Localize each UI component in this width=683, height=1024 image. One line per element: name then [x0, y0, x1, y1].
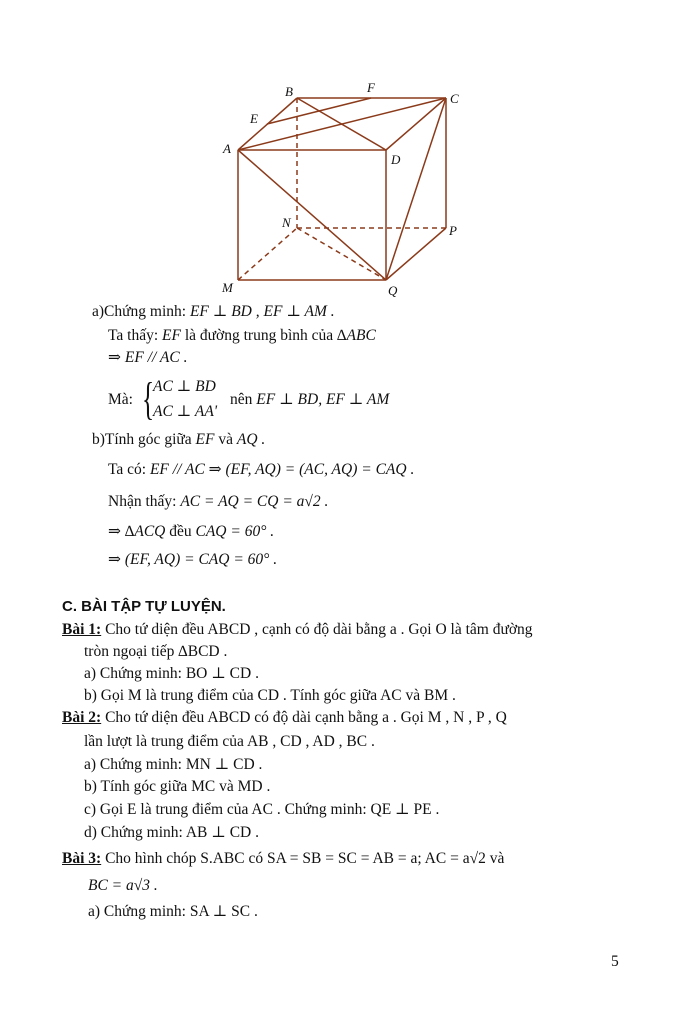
math: ⇒ ∆ACQ — [108, 523, 166, 540]
system-brace: { — [142, 373, 155, 424]
text: Cho tứ diện đều ABCD có độ dài cạnh bằng a . Gọi M , N , P , Q — [105, 709, 507, 726]
part-b-label: b)Tính góc giữa — [92, 431, 192, 448]
part-b-line — [92, 430, 265, 450]
vertex-label-N: N — [282, 215, 291, 230]
segment-CQ — [386, 98, 446, 280]
bai1-line-2: tròn ngoại tiếp ∆BCD . — [84, 643, 228, 660]
bai2-part-d: d) Chứng minh: AB ⊥ CD . — [84, 824, 259, 841]
vertex-label-M: M — [222, 280, 233, 295]
bai3-part-a: a) Chứng minh: SA ⊥ SC . — [88, 903, 258, 920]
system-line-2: AC ⊥ AA' — [153, 403, 218, 420]
solution-line-2: ⇒ EF // AC . — [108, 349, 188, 366]
solution-line-5 — [108, 492, 328, 512]
math: EF — [162, 327, 181, 344]
solution-line-6 — [108, 522, 274, 542]
bai2-line-1 — [62, 708, 507, 728]
system-line-1: AC ⊥ BD — [153, 378, 216, 395]
vertex-label-D: D — [391, 152, 401, 167]
vertex-label-B: B — [285, 84, 293, 99]
text: nên — [230, 391, 253, 408]
bai2-part-c: c) Gọi E là trung điểm của AC . Chứng minh: QE ⊥ PE . — [84, 801, 440, 818]
text: là đường trung bình của — [184, 327, 334, 344]
solution-line-1 — [108, 326, 376, 346]
bai1-line-1 — [62, 620, 533, 640]
bai2-line-2: lần lượt là trung điểm của AB , CD , AD , BC . — [84, 733, 375, 750]
bai1-label: Bài 1: — [62, 621, 102, 638]
vertex-label-A: A — [223, 141, 231, 156]
solution-line-3-label: Mà: — [108, 391, 133, 408]
math: AQ . — [236, 431, 266, 448]
bai2-part-b: b) Tính góc giữa MC và MD . — [84, 778, 271, 795]
vertex-label-F: F — [367, 80, 375, 95]
math: EF — [195, 431, 215, 448]
math: AC = AQ = CQ = a√2 . — [180, 493, 329, 510]
text: đều — [169, 523, 192, 540]
section-c-title: C. BÀI TẬP TỰ LUYỆN. — [62, 598, 226, 615]
solution-line-3-rest — [230, 390, 389, 410]
bai3-label: Bài 3: — [62, 850, 102, 867]
math: ∆ABC — [337, 327, 376, 344]
math: EF ⊥ BD, EF ⊥ AM — [256, 391, 390, 408]
vertex-label-E: E — [250, 111, 258, 126]
edge-MN-hidden — [238, 228, 297, 280]
text: Cho tứ diện đều ABCD , cạnh có độ dài bằng a . Gọi O là tâm đường — [105, 621, 533, 638]
part-a-label: a)Chứng minh: — [92, 303, 187, 320]
page-number: 5 — [611, 953, 619, 970]
vertex-label-P: P — [449, 223, 457, 238]
bai2-label: Bài 2: — [62, 709, 102, 726]
vertex-label-C: C — [450, 91, 459, 106]
vertex-label-Q: Q — [388, 283, 398, 298]
part-a-statement: EF ⊥ BD , EF ⊥ AM . — [189, 303, 335, 320]
text: Cho hình chóp S.ABC có SA = SB = SC = AB = a; AC = a√2 và — [105, 850, 505, 867]
bai2-part-a: a) Chứng minh: MN ⊥ CD . — [84, 756, 263, 773]
solution-line-4 — [108, 460, 414, 480]
text: và — [218, 431, 233, 448]
bai3-line-1 — [62, 849, 504, 869]
cube-figure — [0, 0, 683, 300]
bai1-part-b: b) Gọi M là trung điểm của CD . Tính góc giữa AC và BM . — [84, 687, 456, 704]
math: CAQ = 60° . — [195, 523, 275, 540]
part-a-line — [92, 302, 335, 322]
text: Nhận thấy: — [108, 493, 177, 510]
solution-line-7: ⇒ (EF, AQ) = CAQ = 60° . — [108, 551, 278, 568]
math: EF // AC ⇒ (EF, AQ) = (AC, AQ) = CAQ . — [149, 461, 415, 478]
text: Ta có: — [108, 461, 147, 478]
bai3-line-2: BC = a√3 . — [88, 877, 158, 894]
text: Ta thấy: — [108, 327, 159, 344]
bai1-part-a: a) Chứng minh: BO ⊥ CD . — [84, 665, 259, 682]
segment-NQ-hidden — [297, 228, 386, 280]
